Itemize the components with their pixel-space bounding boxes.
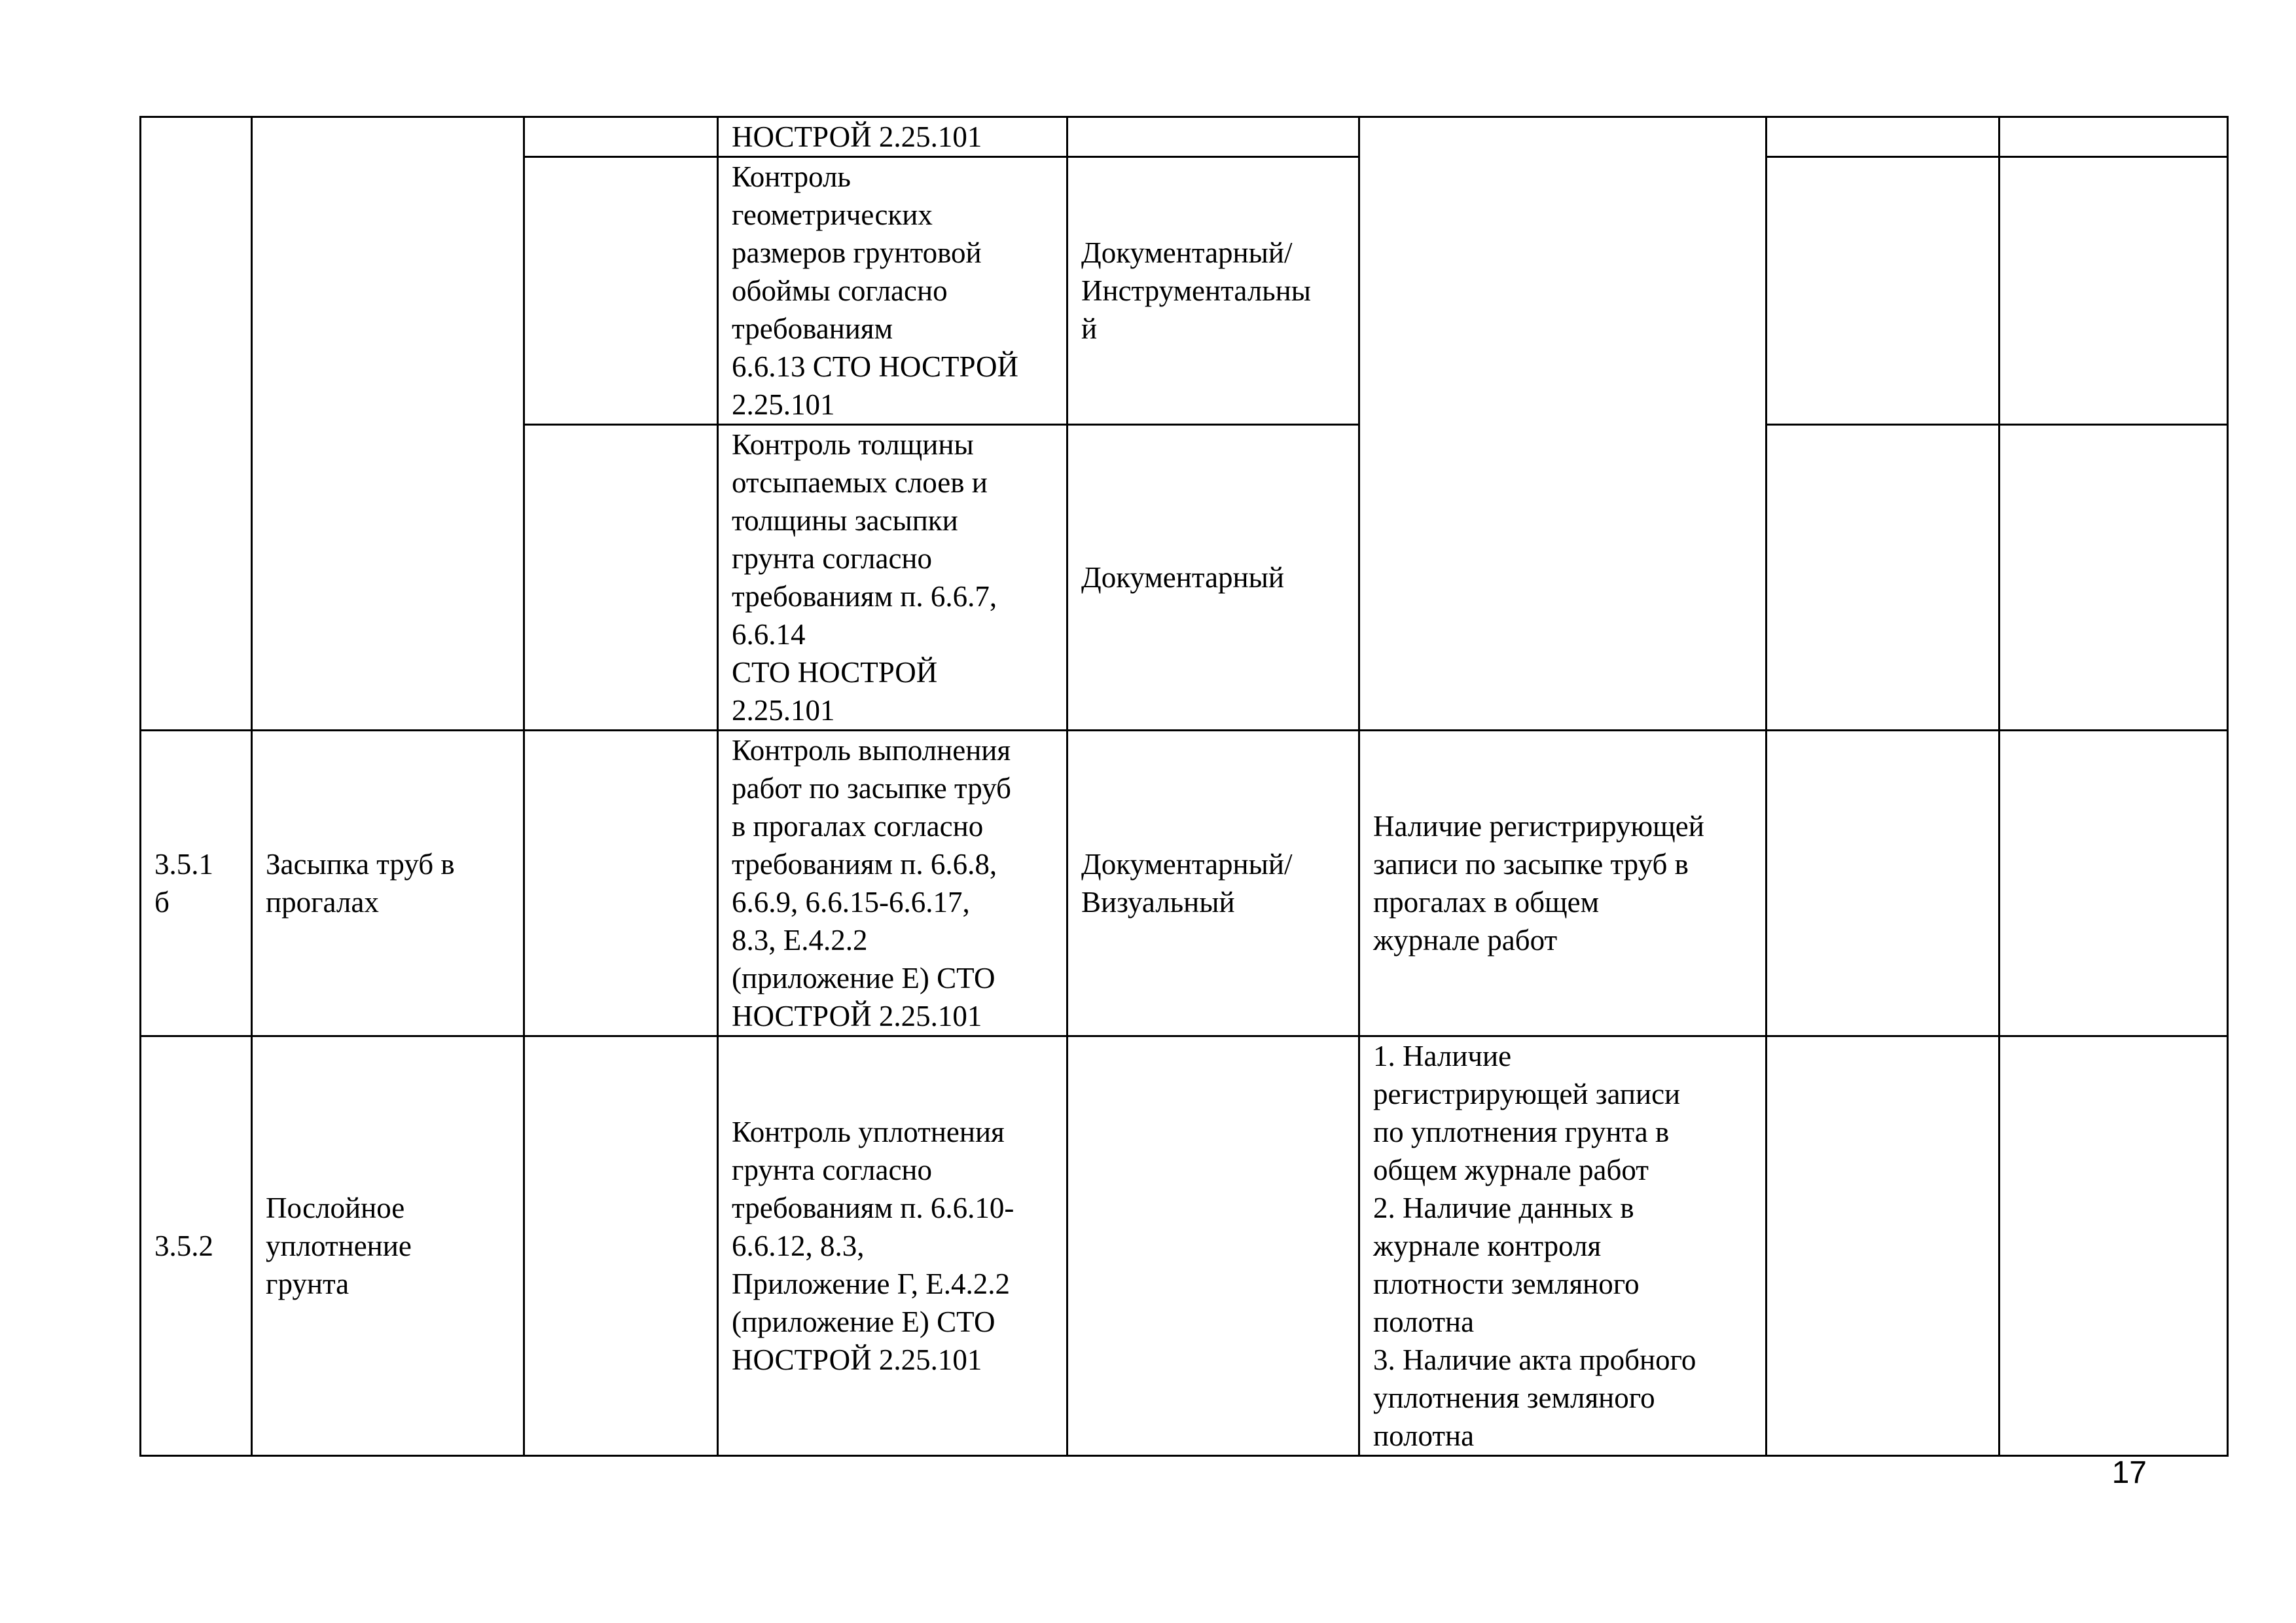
evidence-cell (1359, 117, 1767, 731)
criterion-cell (718, 117, 1067, 157)
empty-cell (2000, 425, 2228, 731)
evidence-cell (1359, 1036, 1767, 1456)
inspection-table (139, 116, 2229, 1457)
criterion-cell (718, 1036, 1067, 1456)
empty-cell (524, 117, 718, 157)
method-cell (1067, 117, 1359, 157)
empty-cell (1767, 117, 2000, 157)
name-cell (252, 117, 524, 731)
criterion-cell (718, 157, 1067, 425)
empty-cell (1767, 157, 2000, 425)
page-number: 17 (2111, 1455, 2147, 1490)
criterion-text: Контроль толщины отсыпаемых слоев и толщины засыпки грунта согласно требованиям п. 6.6.7, 6.6.14 СТО НОСТРОЙ 2.25.101 (732, 428, 997, 727)
empty-cell (2000, 117, 2228, 157)
criterion-text: НОСТРОЙ 2.25.101 (732, 120, 982, 153)
method-cell (1067, 1036, 1359, 1456)
method-text: Документарный/ Инструментальны й (1081, 236, 1311, 345)
empty-cell (524, 425, 718, 731)
empty-cell (524, 1036, 718, 1456)
item-name: Засыпка труб в прогалах (266, 848, 455, 919)
empty-cell (2000, 731, 2228, 1036)
evidence-cell (1359, 731, 1767, 1036)
method-text: Документарный/ Визуальный (1081, 848, 1293, 919)
item-number: 3.5.1 б (154, 848, 213, 919)
name-cell (252, 731, 524, 1036)
method-cell (1067, 425, 1359, 731)
empty-cell (1767, 731, 2000, 1036)
number-cell (141, 1036, 252, 1456)
criterion-cell (718, 731, 1067, 1036)
method-cell (1067, 157, 1359, 425)
table-row (141, 1036, 2228, 1456)
table-row (141, 117, 2228, 157)
empty-cell (1767, 425, 2000, 731)
name-cell (252, 1036, 524, 1456)
method-text: Документарный (1081, 561, 1284, 594)
empty-cell (524, 157, 718, 425)
criterion-text: Контроль выполнения работ по засыпке труб в прогалах согласно требованиям п. 6.6.8, 6.6.9, 6.6.15-6.6.17, 8.3, Е.4.2.2 (приложение Е) СТО НОСТРОЙ 2.25.101 (732, 734, 1011, 1032)
number-cell (141, 731, 252, 1036)
criterion-text: Контроль уплотнения грунта согласно требованиям п. 6.6.10- 6.6.12, 8.3, Приложение Г, Е.4.2.2 (приложение Е) СТО НОСТРОЙ 2.25.101 (732, 1116, 1014, 1376)
criterion-text: Контроль геометрических размеров грунтовой обоймы согласно требованиям 6.6.13 СТО НОСТРОЙ 2.25.101 (732, 160, 1019, 421)
evidence-text: Наличие регистрирующей записи по засыпке труб в прогалах в общем журнале работ (1373, 810, 1704, 957)
item-number: 3.5.2 (154, 1230, 213, 1262)
empty-cell (2000, 1036, 2228, 1456)
item-name: Послойное уплотнение грунта (266, 1192, 412, 1300)
criterion-cell (718, 425, 1067, 731)
empty-cell (1767, 1036, 2000, 1456)
table-row (141, 731, 2228, 1036)
evidence-text: 1. Наличие регистрирующей записи по уплотнения грунта в общем журнале работ 2. Наличие данных в журнале контроля плотности земляного полотна 3. Наличие акта пробного уплотнения земляного полотна (1373, 1040, 1696, 1452)
empty-cell (2000, 157, 2228, 425)
empty-cell (524, 731, 718, 1036)
method-cell (1067, 731, 1359, 1036)
number-cell (141, 117, 252, 731)
